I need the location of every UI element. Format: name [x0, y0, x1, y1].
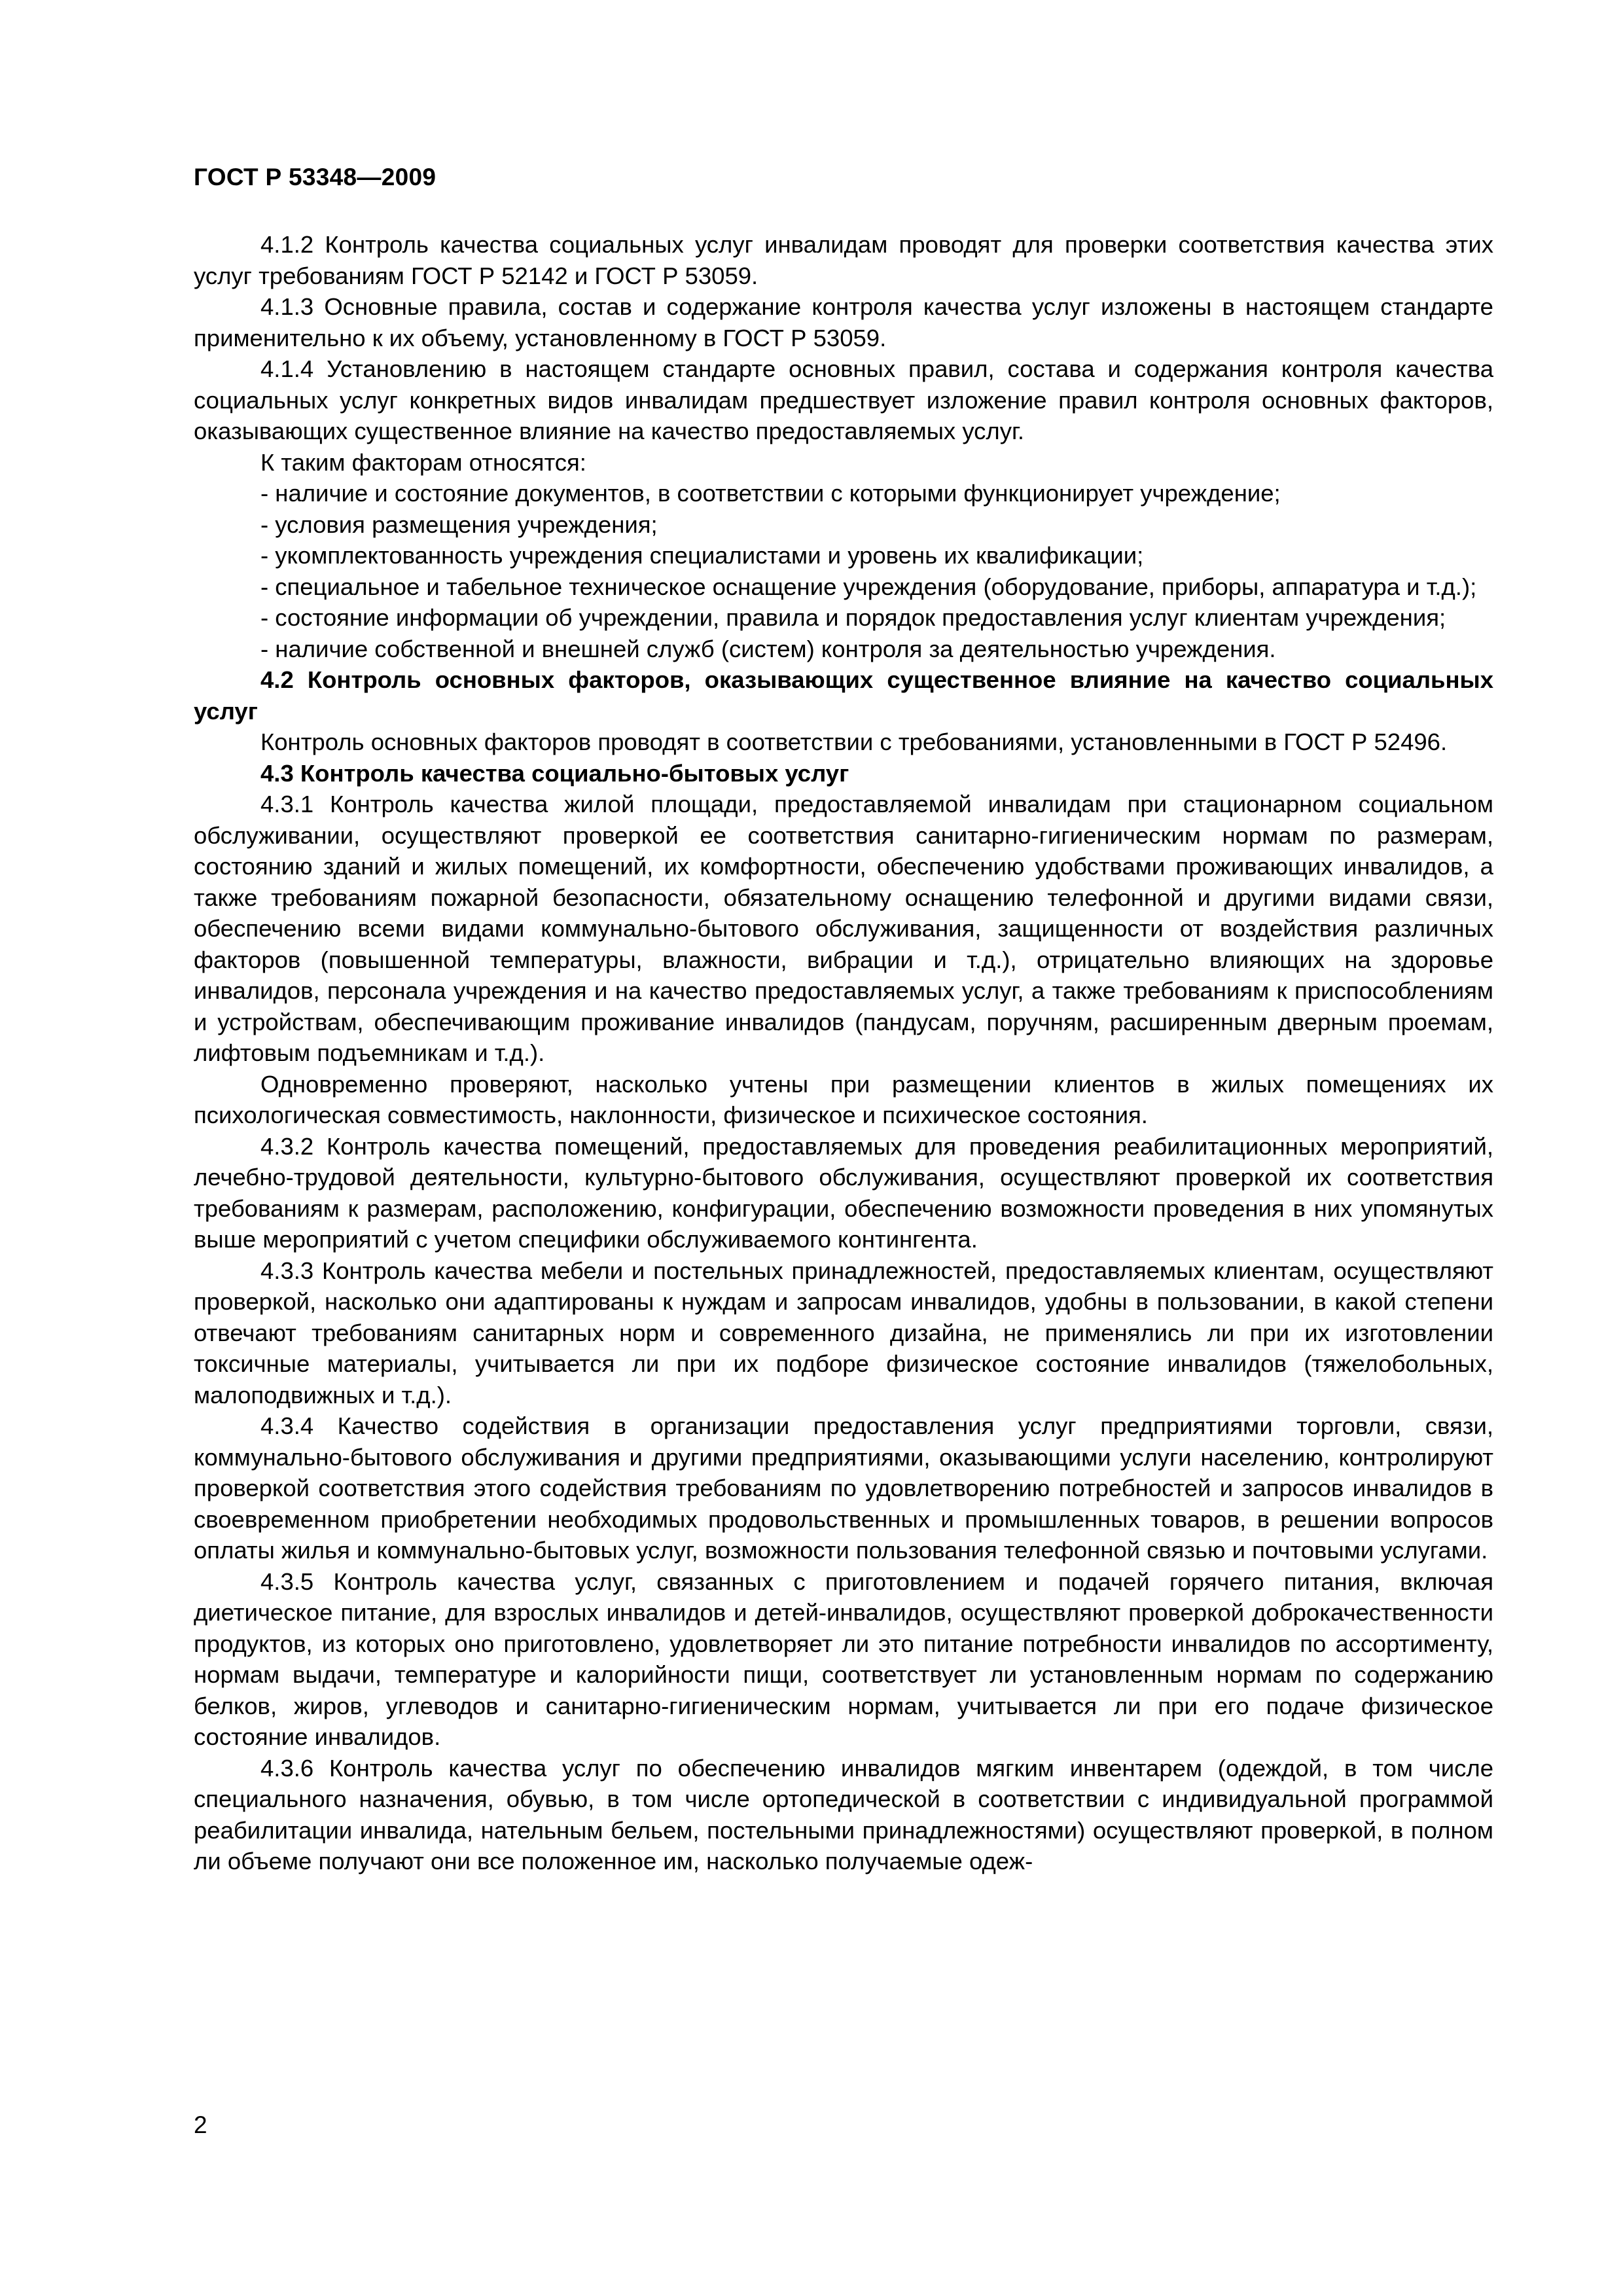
factor-list-item: - специальное и табельное техническое оснащение учреждения (оборудование, приборы, аппаратура и т.д.); — [260, 573, 1477, 600]
paragraph-4-3-2: 4.3.2 Контроль качества помещений, предоставляемых для проведения реабилитационных мероприятий, лечебно-трудовой деятельности, культурно-бытового обслуживания, осуществляют проверкой их соответствия требованиям к размерам, расположению, конфигурации, обеспечению возможности проведения в них упомянутых выше мероприятий с учетом специфики обслуживаемого контингента. — [194, 1132, 1493, 1253]
factors-intro: К таким факторам относятся: — [260, 448, 586, 476]
factor-list-item: - наличие и состояние документов, в соответствии с которыми функционирует учреждение; — [260, 480, 1281, 507]
paragraph-4-3-5: 4.3.5 Контроль качества услуг, связанных с приготовлением и подачей горячего питания, включая диетическое питание, для взрослых инвалидов и детей-инвалидов, осуществляют проверкой доброкачественности продуктов, из которых оно приготовлено, удовлетворяет ли это питание потребности инвалидов по ассортименту, нормам выдачи, температуре и калорийности пищи, соответствует ли установленным нормам по содержанию белков, жиров, углеводов и санитарно-гигиеническим нормам, учитывается ли при его подаче физическое состояние инвалидов. — [194, 1568, 1493, 1750]
paragraph-4-1-4: 4.1.4 Установлению в настоящем стандарте основных правил, состава и содержания контроля качества социальных услуг конкретных видов инвалидам предшествует изложение правил контроля основных факторов, оказывающих существенное влияние на качество предоставляемых услуг. — [194, 355, 1493, 444]
factor-list-item: - состояние информации об учреждении, правила и порядок предоставления услуг клиентам учреждения; — [260, 604, 1446, 631]
standard-header: ГОСТ Р 53348—2009 — [194, 164, 437, 190]
paragraph-4-3-3: 4.3.3 Контроль качества мебели и постельных принадлежностей, предоставляемых клиентам, осуществляют проверкой, насколько они адаптированы к нуждам и запросам инвалидов, удобны в пользовании, в какой степени отвечают требованиям санитарных норм и современного дизайна, не применялись ли при их изготовлении токсичные материалы, учитывается ли при их подборе физическое состояние инвалидов (тяжелобольных, малоподвижных и т.д.). — [194, 1257, 1493, 1408]
factor-list-item: - укомплектованность учреждения специалистами и уровень их квалификации; — [260, 542, 1144, 569]
document-body — [194, 229, 1493, 1877]
paragraph-4-3-1-continued: Одновременно проверяют, насколько учтены при размещении клиентов в жилых помещениях их психологическая совместимость, наклонности, физическое и психическое состояния. — [194, 1070, 1493, 1128]
paragraph-4-1-2: 4.1.2 Контроль качества социальных услуг инвалидам проводят для проверки соответствия качества этих услуг требованиям ГОСТ Р 52142 и ГОСТ Р 53059. — [194, 231, 1493, 289]
factor-list-item: - условия размещения учреждения; — [260, 511, 658, 538]
paragraph-4-3-4: 4.3.4 Качество содействия в организации предоставления услуг предприятиями торговли, связи, коммунально-бытового обслуживания и другими предприятиями, оказывающими услуги населению, контролируют проверкой соответствия этого содействия требованиям по удовлетворению потребностей и запросов инвалидов в своевременном приобретении необходимых продовольственных и промышленных товаров, в решении вопросов оплаты жилья и коммунально-бытовых услуг, возможности пользования телефонной связью и почтовыми услугами. — [194, 1412, 1493, 1564]
paragraph-4-3-6: 4.3.6 Контроль качества услуг по обеспечению инвалидов мягким инвентарем (одеждой, в том числе специального назначения, обувью, в том числе ортопедической в соответствии с индивидуальной программой реабилитации инвалида, нательным бельем, постельными принадлежностями) осуществляют проверкой, в полном ли объеме получают они все положенное им, насколько получаемые одеж- — [194, 1754, 1493, 1874]
section-heading-4-3: 4.3 Контроль качества социально-бытовых услуг — [260, 759, 849, 787]
paragraph-4-2-text: Контроль основных факторов проводят в соответствии с требованиями, установленными в ГОСТ Р 52496. — [260, 728, 1448, 755]
section-heading-4-2: 4.2 Контроль основных факторов, оказывающих существенное влияние на качество социальных услуг — [194, 666, 1493, 725]
paragraph-4-3-1: 4.3.1 Контроль качества жилой площади, предоставляемой инвалидам при стационарном социальном обслуживании, осуществляют проверкой ее соответствия санитарно-гигиеническим нормам по размерам, состоянию зданий и жилых помещений, их комфортности, обеспечению удобствами проживающих инвалидов, а также требованиям пожарной безопасности, обязательному оснащению телефонной и другими видами связи, обеспечению всеми видами коммунально-бытового обслуживания, защищенности от воздействия различных факторов (повышенной температуры, влажности, вибрации и т.д.), отрицательно влияющих на здоровье инвалидов, персонала учреждения и на качество предоставляемых услуг, а также требованиям к приспособлениям и устройствам, обеспечивающим проживание инвалидов (пандусам, поручням, расширенным дверным проемам, лифтовым подъемникам и т.д.). — [194, 791, 1493, 1066]
page-number: 2 — [194, 2111, 207, 2138]
paragraph-4-1-3: 4.1.3 Основные правила, состав и содержание контроля качества услуг изложены в настоящем стандарте применительно к их объему, установленному в ГОСТ Р 53059. — [194, 293, 1493, 351]
factor-list-item: - наличие собственной и внешней служб (систем) контроля за деятельностью учреждения. — [260, 635, 1276, 662]
